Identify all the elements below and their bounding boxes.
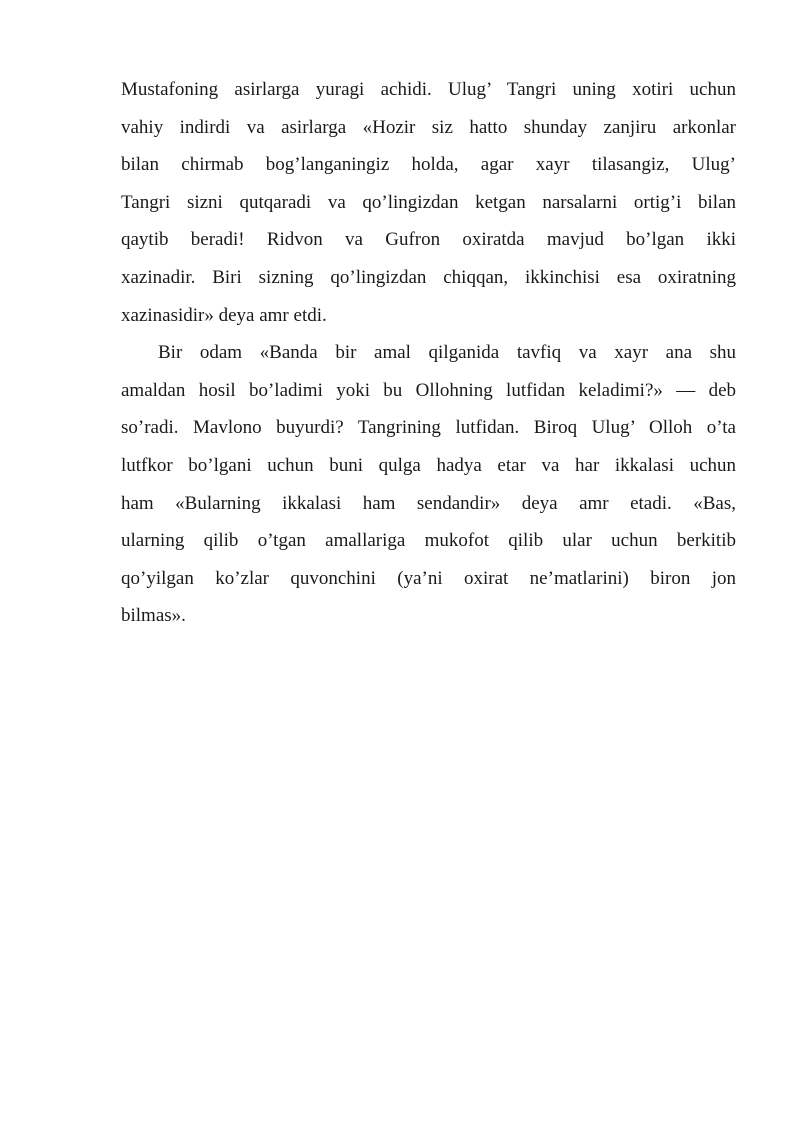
text-line: so’radi. Mavlono buyurdi? Tangrining lutfidan. Biroq Ulug’ Olloh o’ta [121,417,736,439]
text-line: bilan chirmab bog’langaningiz holda, agar xayr tilasangiz, Ulug’ [121,154,736,176]
text-line: Bir odam «Banda bir amal qilganida tavfiq va xayr ana shu [158,342,736,364]
text-line: lutfkor bo’lgani uchun buni qulga hadya etar va har ikkalasi uchun [121,454,736,476]
text-line: xazinasidir» deya amr etdi. [121,304,327,326]
text-line: bilmas». [121,605,186,627]
text-line: qo’yilgan ko’zlar quvonchini (ya’ni oxirat ne’matlarini) biron jon [121,567,736,589]
text-line: vahiy indirdi va asirlarga «Hozir siz hatto shunday zanjiru arkonlar [121,116,736,138]
text-line: ham «Bularning ikkalasi ham sendandir» deya amr etadi. «Bas, [121,492,736,514]
text-line: Tangri sizni qutqaradi va qo’lingizdan ketgan narsalarni ortig’i bilan [121,191,736,213]
paragraph-1 [121,71,736,334]
body-text [121,71,736,635]
text-line: amaldan hosil bo’ladimi yoki bu Ollohning lutfidan keladimi?» — deb [121,379,736,401]
text-line: ularning qilib o’tgan amallariga mukofot qilib ular uchun berkitib [121,530,736,552]
text-line: xazinadir. Biri sizning qo’lingizdan chiqqan, ikkinchisi esa oxiratning [121,266,736,288]
text-line: qaytib beradi! Ridvon va Gufron oxiratda mavjud bo’lgan ikki [121,229,736,251]
paragraph-2 [121,334,736,635]
text-line: Mustafoning asirlarga yuragi achidi. Ulug’ Tangri uning xotiri uchun [121,79,736,100]
